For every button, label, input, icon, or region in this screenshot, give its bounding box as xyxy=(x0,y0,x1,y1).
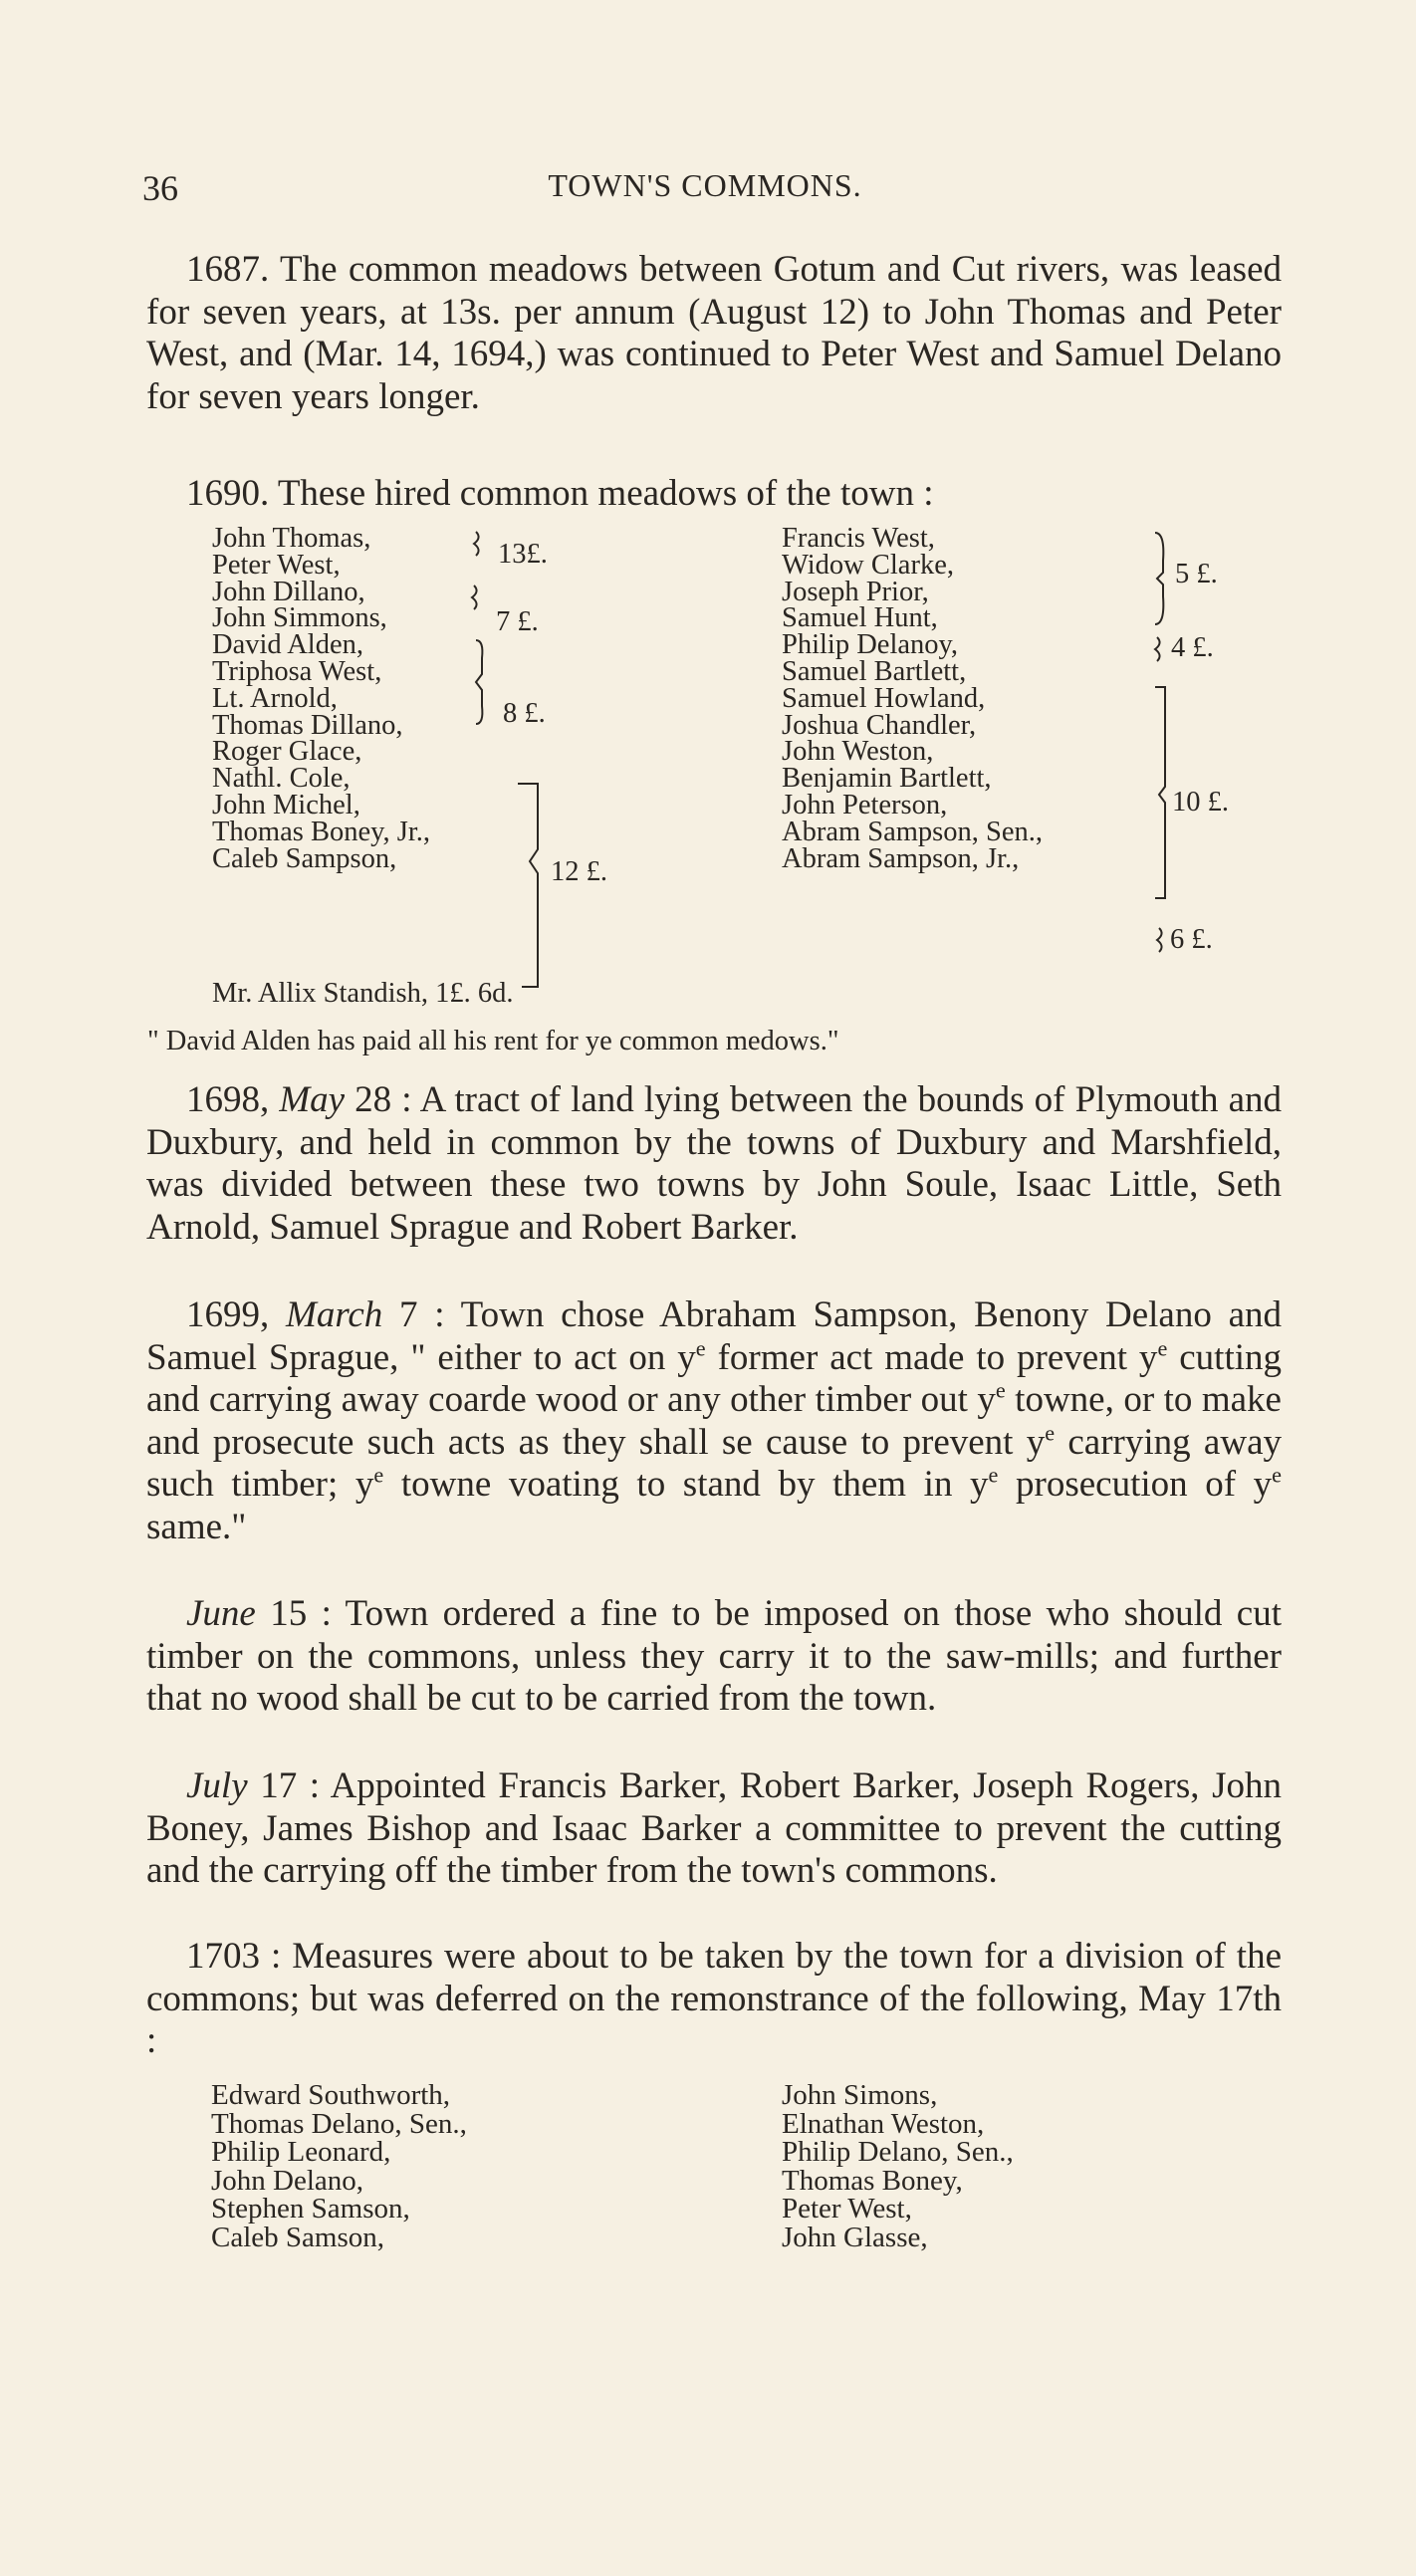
remonstrant-name: Thomas Delano, Sen., xyxy=(211,2107,467,2140)
lease-left-name: Thomas Boney, Jr., xyxy=(212,816,431,847)
amount-6-pounds: 6 £. xyxy=(1170,924,1213,955)
remonstrant-name: John Glasse, xyxy=(782,2221,928,2253)
lease-right-name: Philip Delanoy, xyxy=(782,629,959,661)
lease-left-name: Lt. Arnold, xyxy=(212,682,338,714)
amount-12-pounds: 12 £. xyxy=(551,856,607,887)
lease-left-name: Caleb Sampson, xyxy=(212,842,397,874)
lease-right-name: Widow Clarke, xyxy=(782,549,954,581)
remonstrant-name: Philip Delano, Sen., xyxy=(782,2136,1014,2168)
bracket-lines xyxy=(0,0,1416,1016)
remonstrant-name: Stephen Samson, xyxy=(211,2193,410,2225)
lease-left-name: Peter West, xyxy=(212,549,341,581)
remonstrant-name: Elnathan Weston, xyxy=(782,2107,985,2140)
lease-right-name: John Peterson, xyxy=(782,790,948,820)
amount-13-pounds: 13£. xyxy=(498,539,548,570)
page-number: 36 xyxy=(142,168,178,208)
paragraph-1687: 1687. The common meadows between Gotum and Cut rivers, was leased for seven years, at 13s. per annum (August 12) to John Thomas and Peter West, and (Mar. 14, 1694,) was continued to Peter West and Samuel Delano for seven years longer. xyxy=(146,249,1282,417)
lease-right-name: Samuel Bartlett, xyxy=(782,656,967,687)
lease-left-name: Roger Glace, xyxy=(212,736,362,768)
remonstrant-name: Philip Leonard, xyxy=(211,2136,391,2168)
amount-10-pounds: 10 £. xyxy=(1172,787,1229,818)
remonstrants-right xyxy=(782,2081,1014,2251)
lease-left-name: John Michel, xyxy=(212,790,360,820)
lease-right-name: Abram Sampson, Sen., xyxy=(782,816,1044,847)
brace-12 xyxy=(518,784,538,987)
paragraph-july: July 17 : Appointed Francis Barker, Robert Barker, Joseph Rogers, John Boney, James Bishop and Isaac Barker a committee to prevent the cutting and the carrying off the timber from the town's commons. xyxy=(146,1765,1282,1891)
remonstrant-name: John Delano, xyxy=(211,2164,364,2197)
remonstrant-name: John Simons, xyxy=(782,2079,938,2111)
lease-right-name: Joseph Prior, xyxy=(782,576,929,607)
remonstrant-name: Peter West, xyxy=(782,2193,912,2225)
lease-right-name: Benjamin Bartlett, xyxy=(782,763,992,795)
amount-5-pounds: 5 £. xyxy=(1175,559,1218,589)
standish-entry: Mr. Allix Standish, 1£. 6d. xyxy=(212,978,514,1009)
paragraph-1698: 1698, May 28 : A tract of land lying between the bounds of Plymouth and Duxbury, and held in common by the towns of Duxbury and Marshfield, was divided between these two towns by John Soule, Isaac Little, Seth Arnold, Samuel Sprague and Robert Barker. xyxy=(146,1079,1282,1248)
lease-left-name: John Simmons, xyxy=(212,602,387,634)
lease-right-name: Samuel Howland, xyxy=(782,682,986,714)
lease-left-name: Triphosa West, xyxy=(212,656,382,687)
running-title: TOWN'S COMMONS. xyxy=(548,167,862,203)
lease-right-name: John Weston, xyxy=(782,736,934,768)
remonstrants-left xyxy=(211,2081,467,2251)
brace-7 xyxy=(472,585,477,609)
lease-right-name: Joshua Chandler, xyxy=(782,709,977,741)
paragraph-1690: 1690. These hired common meadows of the town : xyxy=(186,473,934,514)
brace-8 xyxy=(476,640,482,724)
lease-right-name: Francis West, xyxy=(782,523,935,554)
amount-7-pounds: 7 £. xyxy=(496,606,539,637)
brace-6 xyxy=(1157,928,1162,952)
lease-left-name: Nathl. Cole, xyxy=(212,763,351,795)
paragraph-june: June 15 : Town ordered a fine to be imposed on those who should cut timber on the commons, unless they carry it to the saw-mills; and further that no wood shall be cut to be carried from the town. xyxy=(146,1593,1282,1719)
lease-left-name: Thomas Dillano, xyxy=(212,709,403,741)
brace-10 xyxy=(1155,687,1165,898)
paragraph-1699: 1699, March 7 : Town chose Abraham Sampson, Benony Delano and Samuel Sprague, " either to act on $y^e$ former act made to prevent $y^e$ cutting and carrying away coarde wood or any other timber out $y^e$ towne, or to make and prosecute such acts as they shall se cause to prevent $y^e$ carrying away such timber; $y^e$ towne voating to stand by them in $y^e$ prosecution of $y^e$ same." xyxy=(146,1294,1282,1547)
amount-8-pounds: 8 £. xyxy=(503,698,546,729)
remonstrant-name: Edward Southworth, xyxy=(211,2079,451,2111)
lease-right-name: Samuel Hunt, xyxy=(782,602,938,634)
lease-right-name: Abram Sampson, Jr., xyxy=(782,842,1020,874)
brace-13 xyxy=(474,532,479,556)
lease-left-name: David Alden, xyxy=(212,629,363,661)
amount-4-pounds: 4 £. xyxy=(1171,632,1214,663)
brace-4 xyxy=(1155,637,1160,661)
paragraph-1703: 1703 : Measures were about to be taken by the town for a division of the commons; but was deferred on the remonstrance of the following, May 17th : xyxy=(146,1936,1282,2061)
remonstrant-name: Thomas Boney, xyxy=(782,2164,963,2197)
remonstrant-name: Caleb Samson, xyxy=(211,2221,384,2253)
brace-5 xyxy=(1155,533,1163,624)
lease-left-name: John Dillano, xyxy=(212,576,365,607)
alden-quote: " David Alden has paid all his rent for ye common medows." xyxy=(147,1026,839,1056)
lease-left-name: John Thomas, xyxy=(212,523,371,554)
